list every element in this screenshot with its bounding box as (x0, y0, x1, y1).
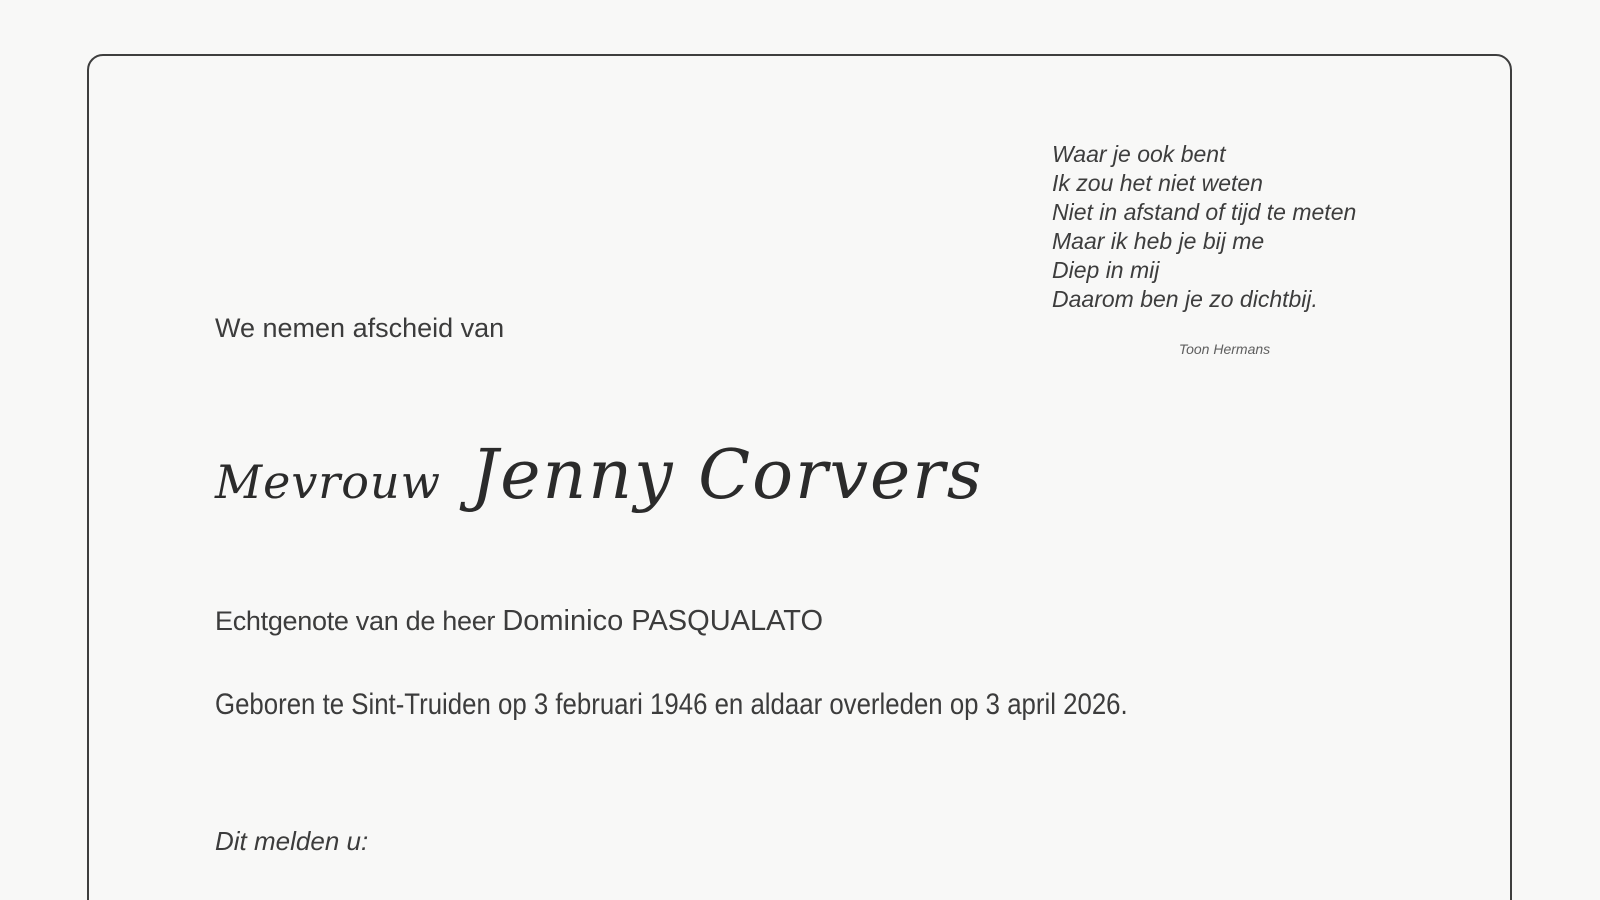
poem-line: Niet in afstand of tijd te meten (1052, 199, 1357, 225)
poem-line: Waar je ook bent (1052, 141, 1226, 167)
farewell-intro: We nemen afscheid van (215, 313, 505, 343)
deceased-name: Jenny Corvers (471, 436, 984, 515)
spouse-name: Dominico PASQUALATO (502, 605, 824, 637)
poem-line: Ik zou het niet weten (1052, 170, 1263, 196)
honorific: Mevrouw (215, 455, 441, 509)
poem-line: Daarom ben je zo dichtbij. (1052, 286, 1318, 312)
spouse-prefix: Echtgenote van de heer (215, 606, 503, 636)
poem-line: Maar ik heb je bij me (1052, 228, 1265, 254)
memorial-card (87, 54, 1512, 900)
deceased-name-line (215, 436, 984, 515)
poem-line: Diep in mij (1052, 257, 1160, 283)
poem-attribution: Toon Hermans (1178, 341, 1271, 357)
notify-intro: Dit melden u: (215, 826, 369, 856)
poem-block (1052, 140, 1397, 357)
birth-death-line: Geboren te Sint-Truiden op 3 februari 1946 en aldaar overleden op 3 april 2026. (215, 688, 1128, 721)
spouse-line (215, 605, 823, 638)
